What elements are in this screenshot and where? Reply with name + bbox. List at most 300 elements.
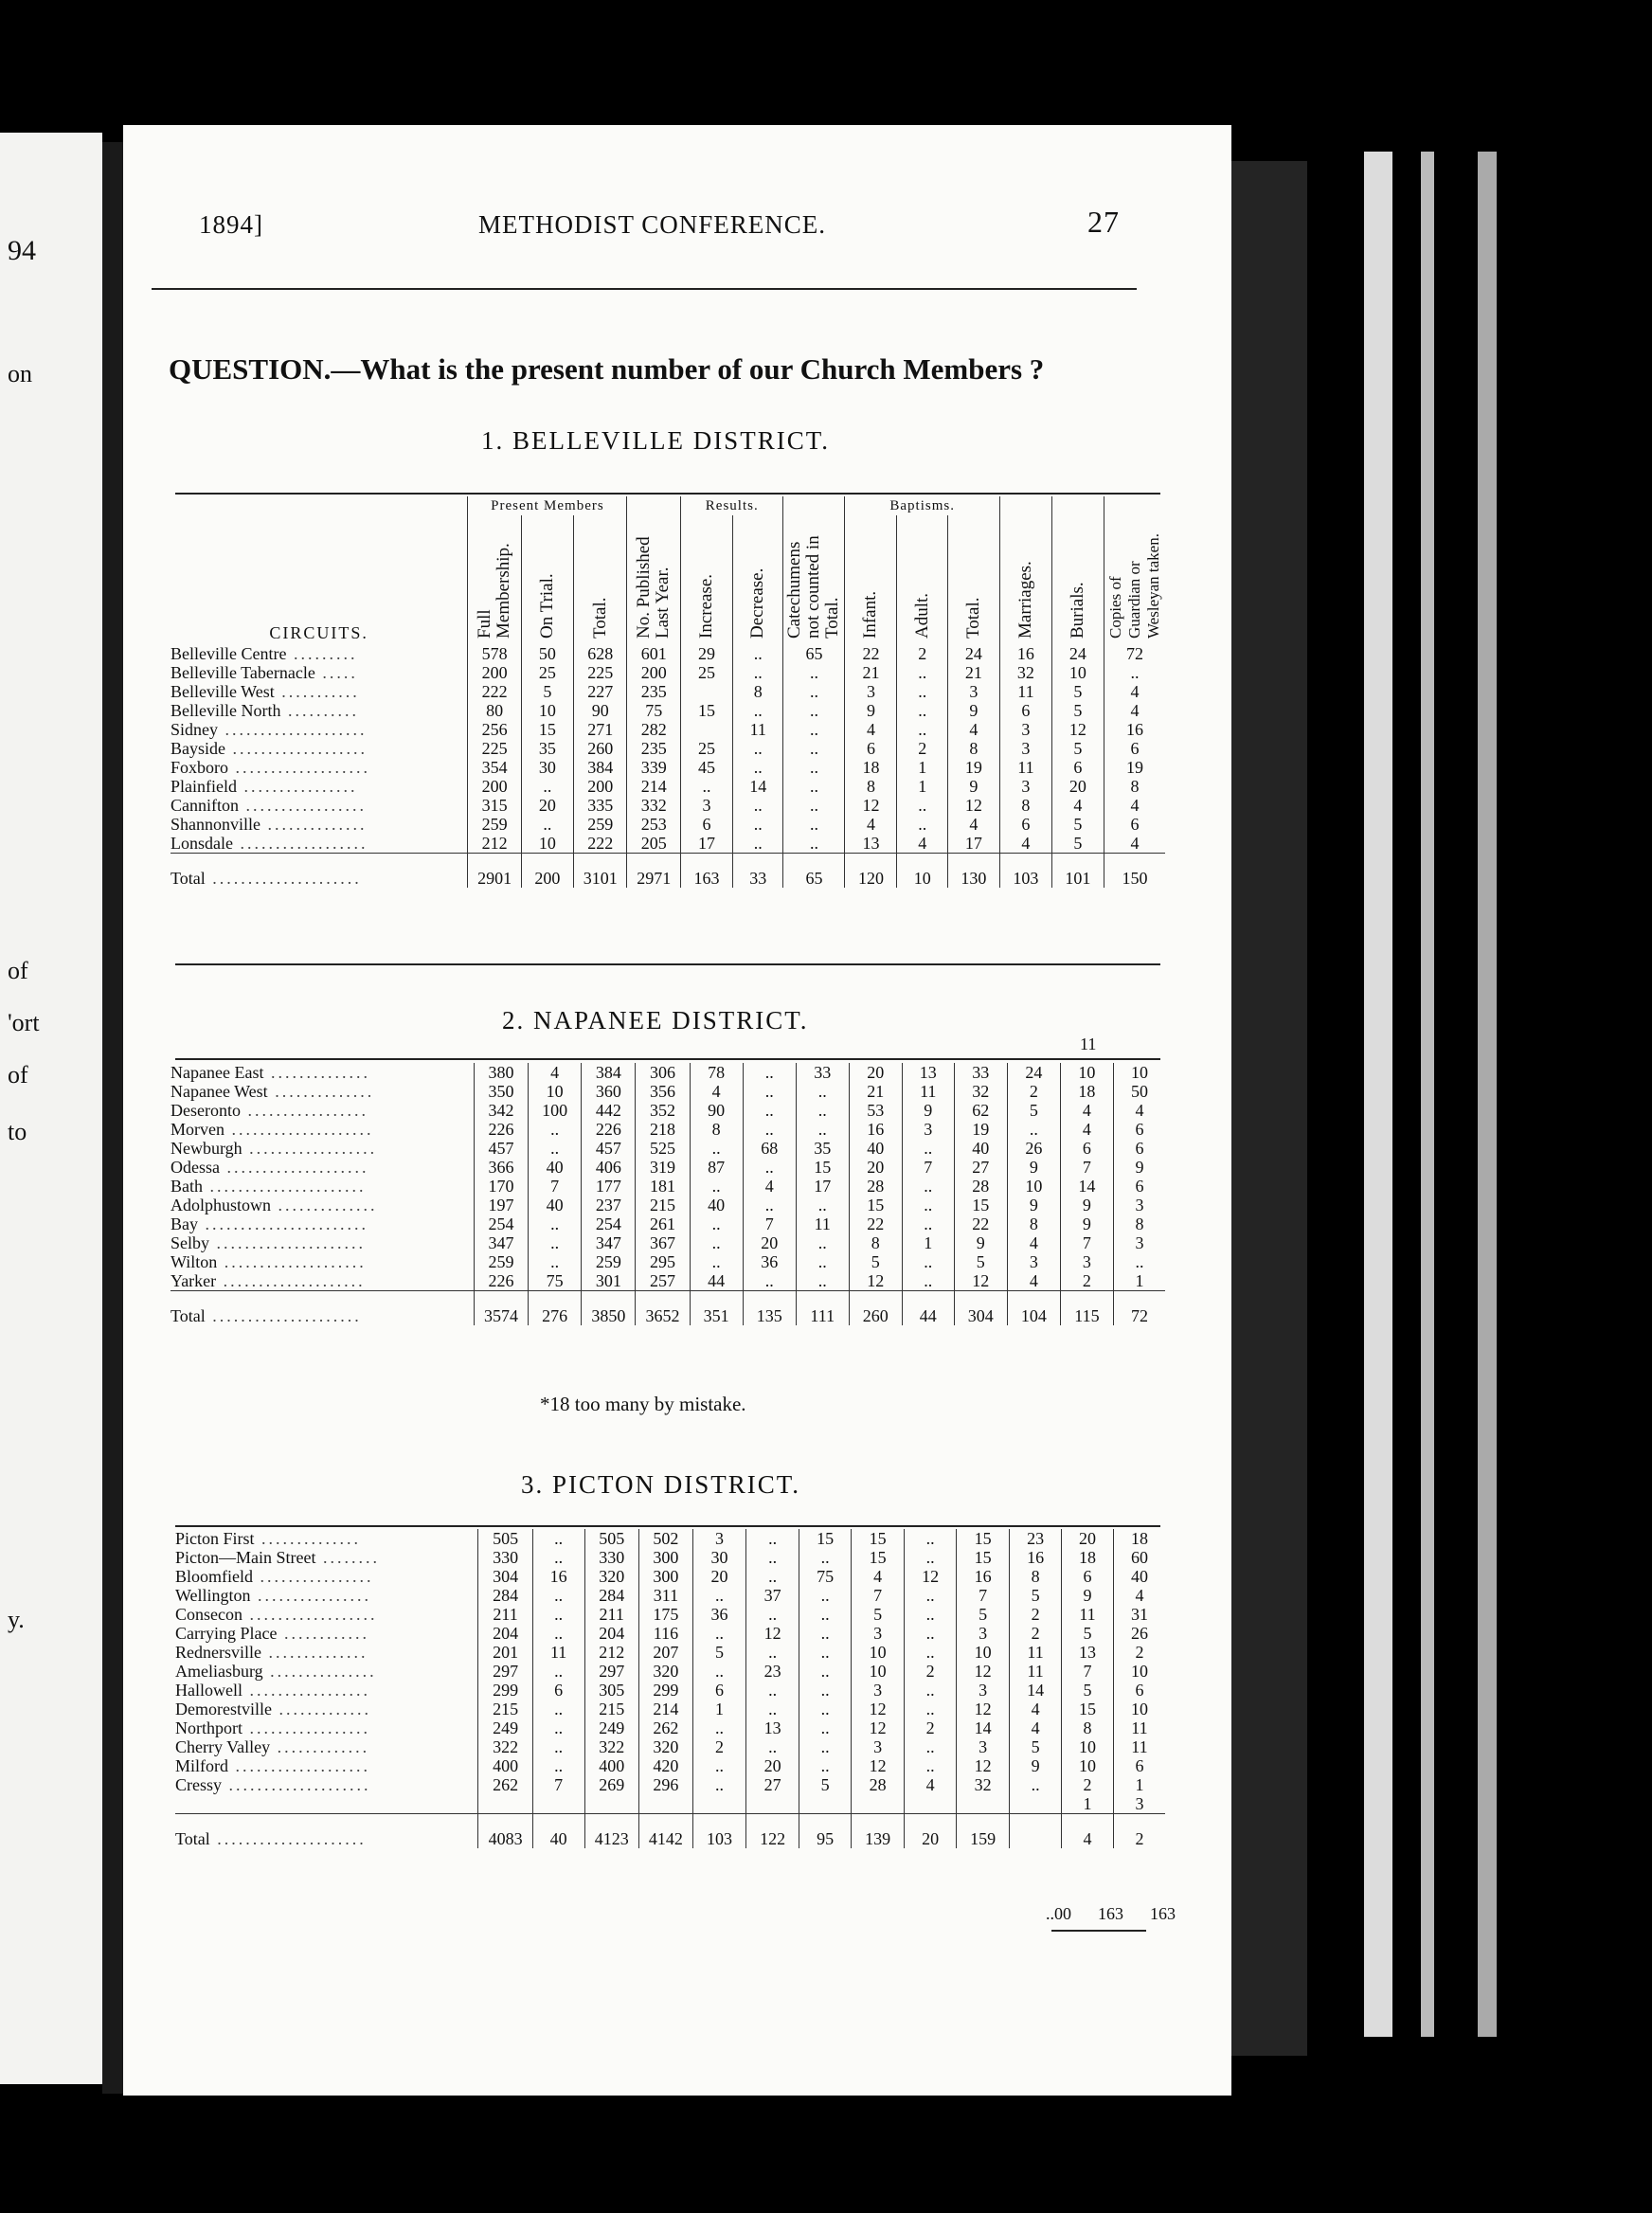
circuit-name: Total .....................	[171, 854, 468, 889]
cell-no-published-last-year: 257	[636, 1271, 690, 1291]
cell-total: 237	[582, 1196, 636, 1214]
cell-catechumens-not-counted-in-total: ..	[783, 834, 845, 854]
cell-catechumens-not-counted-in-total: ..	[783, 682, 845, 701]
circuit-name: Plainfield ................	[171, 777, 358, 796]
district-table-belleville	[171, 496, 1165, 888]
cell-decrease: 27	[746, 1775, 799, 1794]
cell-no-published-last-year: 200	[627, 663, 681, 682]
cell-burials: 20	[1062, 1529, 1114, 1548]
cell-full-membership: 342	[474, 1101, 528, 1120]
cell-total: 19	[954, 1120, 1007, 1139]
cell-burials: 3	[1060, 1252, 1113, 1271]
cell-copies-of-guardian-or-wesleyan-taken: 10	[1113, 1662, 1165, 1681]
cell-adult: ..	[902, 1214, 954, 1233]
cell-no-published-last-year: 116	[638, 1624, 692, 1643]
cell-infant: 9	[845, 701, 897, 720]
cell-on-trial: 7	[532, 1775, 584, 1794]
cell-total: 3	[957, 1681, 1010, 1700]
cell-decrease: 7	[743, 1214, 796, 1233]
cell-full-membership: 330	[478, 1548, 532, 1567]
circuit-name: Consecon ..................	[175, 1605, 378, 1624]
cell-adult: 7	[902, 1158, 954, 1177]
cell-total: 628	[573, 644, 627, 663]
cell-on-trial: ..	[532, 1548, 584, 1567]
cell-infant: 21	[849, 1082, 902, 1101]
table-top-rule-3	[175, 1525, 1160, 1527]
cell-full-membership	[478, 1794, 532, 1814]
cell-decrease: ..	[733, 701, 783, 720]
cell-on-trial: 5	[521, 682, 573, 701]
cell-catechumens-not-counted-in-total: ..	[783, 796, 845, 815]
cell-no-published-last-year: 320	[638, 1662, 692, 1681]
table-row	[175, 1737, 1165, 1756]
circuit-name: Selby .....................	[171, 1233, 367, 1252]
cell-decrease: ..	[746, 1643, 799, 1662]
circuit-name: Belleville Centre .........	[171, 644, 358, 663]
cell-adult: ..	[905, 1700, 957, 1718]
cell-increase: 20	[693, 1567, 746, 1586]
cell-decrease: 33	[733, 854, 783, 889]
header-year: 1894]	[199, 210, 263, 239]
table-row	[175, 1529, 1165, 1548]
cell-marriages: 3	[999, 777, 1051, 796]
cell-no-published-last-year: 525	[636, 1139, 690, 1158]
cell-no-published-last-year: 205	[627, 834, 681, 854]
cell-no-published-last-year: 3652	[636, 1291, 690, 1326]
cell-on-trial: 75	[529, 1271, 582, 1291]
cell-infant: 10	[852, 1662, 905, 1681]
cell-total: 10	[957, 1643, 1010, 1662]
cell-increase: 25	[681, 663, 733, 682]
table-row	[171, 1233, 1165, 1252]
cell-decrease: ..	[743, 1196, 796, 1214]
cell-full-membership: 249	[478, 1718, 532, 1737]
cell-marriages: 5	[1007, 1101, 1060, 1120]
question-heading: QUESTION.—What is the present number of our Church Members ?	[169, 352, 1045, 386]
cell-no-published-last-year: 311	[638, 1586, 692, 1605]
cell-on-trial: ..	[529, 1233, 582, 1252]
left-margin-text-2: of	[8, 957, 28, 984]
cell-catechumens-not-counted-in-total: ..	[799, 1586, 852, 1605]
col-increase: Increase.	[681, 515, 733, 644]
table-row	[175, 1567, 1165, 1586]
cell-infant: 12	[849, 1271, 902, 1291]
circuit-name: Foxboro ...................	[171, 758, 371, 777]
cell-total: 159	[957, 1814, 1010, 1849]
table-row	[171, 834, 1165, 854]
cell-infant: 4	[852, 1567, 905, 1586]
cell-total: 40	[954, 1139, 1007, 1158]
cell-adult: 12	[905, 1567, 957, 1586]
cell-adult: 1	[897, 777, 947, 796]
cell-burials: 10	[1051, 663, 1104, 682]
circuit-name: Belleville West ...........	[171, 682, 360, 701]
cell-total: 19	[947, 758, 999, 777]
cell-increase: 163	[681, 854, 733, 889]
cell-burials: 101	[1051, 854, 1104, 889]
cell-copies-of-guardian-or-wesleyan-taken: 4	[1104, 796, 1165, 815]
cell-burials: 5	[1051, 701, 1104, 720]
cell-catechumens-not-counted-in-total: ..	[783, 758, 845, 777]
cell-catechumens-not-counted-in-total: ..	[799, 1681, 852, 1700]
cell-total: 15	[957, 1529, 1010, 1548]
cell-infant: 28	[852, 1775, 905, 1794]
cell-decrease: ..	[733, 758, 783, 777]
district-table-picton	[175, 1529, 1165, 1848]
cell-total: 7	[957, 1586, 1010, 1605]
cell-adult: ..	[897, 663, 947, 682]
cell-adult: ..	[897, 701, 947, 720]
cell-on-trial: ..	[532, 1718, 584, 1737]
cell-increase: ..	[693, 1718, 746, 1737]
cell-burials: 4	[1051, 796, 1104, 815]
cell-full-membership: 204	[478, 1624, 532, 1643]
circuit-name: Newburgh ..................	[171, 1139, 378, 1158]
cell-no-published-last-year: 295	[636, 1252, 690, 1271]
cell-no-published-last-year: 300	[638, 1567, 692, 1586]
cell-on-trial: ..	[532, 1756, 584, 1775]
cell-no-published-last-year: 367	[636, 1233, 690, 1252]
cell-marriages: 14	[1010, 1681, 1062, 1700]
circuit-name: Napanee East ..............	[171, 1063, 370, 1082]
cell-copies-of-guardian-or-wesleyan-taken: 3	[1113, 1233, 1165, 1252]
circuit-name: Hallowell .................	[175, 1681, 370, 1700]
cell-decrease: 36	[743, 1252, 796, 1271]
cell-catechumens-not-counted-in-total: 15	[799, 1529, 852, 1548]
cell-adult: 4	[905, 1775, 957, 1794]
table-row	[175, 1586, 1165, 1605]
cell-burials: 5	[1051, 834, 1104, 854]
cell-on-trial: 20	[521, 796, 573, 815]
circuit-name: Total .....................	[175, 1814, 478, 1849]
cell-total: 384	[582, 1063, 636, 1082]
cell-increase: ..	[690, 1233, 743, 1252]
circuit-name: Rednersville ..............	[175, 1643, 368, 1662]
col-on-trial: On Trial.	[521, 515, 573, 644]
cell-total: 301	[582, 1271, 636, 1291]
cell-total: 32	[957, 1775, 1010, 1794]
cell-total: 62	[954, 1101, 1007, 1120]
table-row	[171, 796, 1165, 815]
cell-copies-of-guardian-or-wesleyan-taken: 6	[1113, 1120, 1165, 1139]
cell-catechumens-not-counted-in-total: ..	[783, 720, 845, 739]
cell-full-membership: 366	[474, 1158, 528, 1177]
cell-copies-of-guardian-or-wesleyan-taken: 3	[1113, 1196, 1165, 1214]
table-row	[175, 1662, 1165, 1681]
page-edge-strip-1	[1364, 152, 1392, 2037]
cell-catechumens-not-counted-in-total: ..	[799, 1548, 852, 1567]
cell-adult: 1	[897, 758, 947, 777]
cell-total: 177	[582, 1177, 636, 1196]
cell-no-published-last-year: 175	[638, 1605, 692, 1624]
cell-infant: 20	[849, 1063, 902, 1082]
cell-no-published-last-year: 253	[627, 815, 681, 834]
cell-on-trial: ..	[529, 1120, 582, 1139]
cell-decrease: ..	[733, 663, 783, 682]
cell-catechumens-not-counted-in-total: 65	[783, 854, 845, 889]
cell-burials: 15	[1062, 1700, 1114, 1718]
cell-infant: 18	[845, 758, 897, 777]
cell-total: 406	[582, 1158, 636, 1177]
cell-on-trial: 35	[521, 739, 573, 758]
cell-marriages: 16	[999, 644, 1051, 663]
cell-marriages	[1010, 1814, 1062, 1849]
cell-catechumens-not-counted-in-total: ..	[796, 1271, 849, 1291]
cell-on-trial: 4	[529, 1063, 582, 1082]
cell-infant: 53	[849, 1101, 902, 1120]
cell-copies-of-guardian-or-wesleyan-taken: 2	[1113, 1643, 1165, 1662]
cell-marriages: 9	[1007, 1196, 1060, 1214]
cell-adult: ..	[897, 720, 947, 739]
circuit-name: Lonsdale ..................	[171, 834, 368, 853]
cell-no-published-last-year: 320	[638, 1737, 692, 1756]
cell-total: 269	[584, 1775, 638, 1794]
cell-total: 4123	[584, 1814, 638, 1849]
cell-total: 254	[582, 1214, 636, 1233]
cell-total: 3101	[573, 854, 627, 889]
cell-total: 284	[584, 1586, 638, 1605]
cell-adult: ..	[905, 1529, 957, 1548]
district-title-3: 3. PICTON DISTRICT.	[521, 1470, 801, 1499]
district-table-napanee	[171, 1063, 1165, 1325]
circuit-name: Morven ....................	[171, 1120, 374, 1139]
cell-total: 5	[954, 1252, 1007, 1271]
cell-on-trial: 6	[532, 1681, 584, 1700]
cell-on-trial: ..	[532, 1529, 584, 1548]
cell-no-published-last-year: 601	[627, 644, 681, 663]
cell-increase: 3	[681, 796, 733, 815]
cell-decrease	[746, 1794, 799, 1814]
table-row	[171, 1158, 1165, 1177]
circuit-name: Demorestville .............	[175, 1700, 371, 1718]
cell-catechumens-not-counted-in-total: ..	[799, 1756, 852, 1775]
header-page-number: 27	[1087, 205, 1120, 239]
cell-infant: 12	[845, 796, 897, 815]
cell-increase: 36	[693, 1605, 746, 1624]
cell-copies-of-guardian-or-wesleyan-taken: 2	[1113, 1814, 1165, 1849]
cell-copies-of-guardian-or-wesleyan-taken: 4	[1113, 1586, 1165, 1605]
cell-decrease: ..	[746, 1529, 799, 1548]
cell-total: 16	[957, 1567, 1010, 1586]
circuit-name: Deseronto .................	[171, 1101, 368, 1120]
cell-infant	[852, 1794, 905, 1814]
cell-no-published-last-year: 4142	[638, 1814, 692, 1849]
cell-infant: 3	[852, 1624, 905, 1643]
book-gutter	[102, 142, 123, 2094]
cell-decrease: ..	[743, 1101, 796, 1120]
cell-copies-of-guardian-or-wesleyan-taken: 8	[1104, 777, 1165, 796]
cell-catechumens-not-counted-in-total: ..	[783, 777, 845, 796]
table-top-rule-2	[175, 1058, 1160, 1060]
cell-increase: ..	[690, 1177, 743, 1196]
col-decrease: Decrease.	[733, 515, 783, 644]
total-row	[175, 1814, 1165, 1849]
cell-adult: ..	[905, 1586, 957, 1605]
cell-total: 222	[573, 834, 627, 854]
cell-copies-of-guardian-or-wesleyan-taken: 40	[1113, 1567, 1165, 1586]
cell-infant: 3	[845, 682, 897, 701]
cell-marriages: 11	[1010, 1662, 1062, 1681]
cell-full-membership: 299	[478, 1681, 532, 1700]
cell-on-trial: ..	[532, 1605, 584, 1624]
cell-marriages: 103	[999, 854, 1051, 889]
table-row	[171, 1252, 1165, 1271]
cell-total: 335	[573, 796, 627, 815]
cell-marriages: 11	[1010, 1643, 1062, 1662]
cell-total: 400	[584, 1756, 638, 1775]
cell-total: 24	[947, 644, 999, 663]
cell-marriages: 5	[1010, 1737, 1062, 1756]
cell-full-membership: 284	[478, 1586, 532, 1605]
cell-no-published-last-year: 356	[636, 1082, 690, 1101]
cell-full-membership: 354	[468, 758, 522, 777]
cell-adult: ..	[897, 815, 947, 834]
cell-burials: 6	[1062, 1567, 1114, 1586]
cell-adult: ..	[902, 1271, 954, 1291]
cell-marriages: 6	[999, 815, 1051, 834]
cell-on-trial: 16	[532, 1567, 584, 1586]
cell-copies-of-guardian-or-wesleyan-taken: 6	[1113, 1756, 1165, 1775]
cell-decrease: ..	[733, 796, 783, 815]
cell-increase: 15	[681, 701, 733, 720]
cell-no-published-last-year: 218	[636, 1120, 690, 1139]
table-row	[171, 1177, 1165, 1196]
cell-total: 15	[954, 1196, 1007, 1214]
cell-total: 22	[954, 1214, 1007, 1233]
cell-full-membership: 197	[474, 1196, 528, 1214]
cell-catechumens-not-counted-in-total: ..	[799, 1605, 852, 1624]
cell-copies-of-guardian-or-wesleyan-taken: 31	[1113, 1605, 1165, 1624]
cell-total: 14	[957, 1718, 1010, 1737]
cell-burials: 13	[1062, 1643, 1114, 1662]
cell-full-membership: 254	[474, 1214, 528, 1233]
cell-decrease: ..	[733, 739, 783, 758]
cell-adult: ..	[905, 1756, 957, 1775]
table-row	[171, 663, 1165, 682]
cell-infant: 40	[849, 1139, 902, 1158]
cell-increase: 44	[690, 1271, 743, 1291]
cell-copies-of-guardian-or-wesleyan-taken: 4	[1113, 1101, 1165, 1120]
cell-catechumens-not-counted-in-total: ..	[796, 1120, 849, 1139]
cell-decrease: ..	[743, 1063, 796, 1082]
cell-on-trial: ..	[532, 1586, 584, 1605]
cell-adult: 10	[897, 854, 947, 889]
cell-catechumens-not-counted-in-total: 35	[796, 1139, 849, 1158]
cell-increase: ..	[690, 1214, 743, 1233]
cell-burials: 5	[1051, 682, 1104, 701]
cell-adult: 9	[902, 1101, 954, 1120]
circuit-name: Bay .......................	[171, 1214, 368, 1233]
cell-total: 305	[584, 1681, 638, 1700]
cell-no-published-last-year: 2971	[627, 854, 681, 889]
cell-adult: ..	[905, 1624, 957, 1643]
cell-full-membership: 347	[474, 1233, 528, 1252]
cell-no-published-last-year: 300	[638, 1548, 692, 1567]
cell-adult: ..	[905, 1737, 957, 1756]
cell-adult: ..	[905, 1681, 957, 1700]
cell-on-trial: 15	[521, 720, 573, 739]
cell-catechumens-not-counted-in-total: ..	[783, 701, 845, 720]
cell-increase: ..	[690, 1139, 743, 1158]
cell-full-membership: 212	[468, 834, 522, 854]
cell-infant: 12	[852, 1700, 905, 1718]
cell-decrease: ..	[746, 1548, 799, 1567]
cell-burials: 7	[1060, 1233, 1113, 1252]
table-row	[171, 739, 1165, 758]
cell-marriages: 24	[1007, 1063, 1060, 1082]
cell-infant: 8	[849, 1233, 902, 1252]
cell-total: 3	[957, 1624, 1010, 1643]
district-title-2: 2. NAPANEE DISTRICT.	[502, 1006, 809, 1035]
table-row	[175, 1756, 1165, 1775]
cell-marriages: 2	[1007, 1082, 1060, 1101]
table-row	[171, 1139, 1165, 1158]
cell-increase: 351	[690, 1291, 743, 1326]
cell-marriages: 8	[1007, 1214, 1060, 1233]
cell-total: 4	[947, 720, 999, 739]
cell-increase: 78	[690, 1063, 743, 1082]
cell-total: 3850	[582, 1291, 636, 1326]
left-margin-text-5: to	[8, 1118, 27, 1145]
cell-on-trial: 40	[532, 1814, 584, 1849]
cell-full-membership: 226	[474, 1120, 528, 1139]
cell-adult: ..	[905, 1643, 957, 1662]
cell-on-trial: 7	[529, 1177, 582, 1196]
cell-copies-of-guardian-or-wesleyan-taken: 18	[1113, 1529, 1165, 1548]
cell-marriages: 104	[1007, 1291, 1060, 1326]
cell-increase: ..	[693, 1624, 746, 1643]
cell-decrease: 8	[733, 682, 783, 701]
cell-decrease: 4	[743, 1177, 796, 1196]
cell-increase: ..	[693, 1586, 746, 1605]
table-row	[171, 701, 1165, 720]
cell-burials: 24	[1051, 644, 1104, 663]
cell-marriages: 10	[1007, 1177, 1060, 1196]
cell-marriages: 3	[999, 739, 1051, 758]
cell-no-published-last-year: 299	[638, 1681, 692, 1700]
cell-increase	[681, 682, 733, 701]
cell-burials: 10	[1060, 1063, 1113, 1082]
cell-copies-of-guardian-or-wesleyan-taken: 6	[1113, 1139, 1165, 1158]
left-margin-text-3: 'ort	[8, 1009, 40, 1036]
cell-infant: 5	[852, 1605, 905, 1624]
cell-burials: 6	[1051, 758, 1104, 777]
cell-no-published-last-year: 282	[627, 720, 681, 739]
cell-total: 505	[584, 1529, 638, 1548]
cell-copies-of-guardian-or-wesleyan-taken: 11	[1113, 1737, 1165, 1756]
circuit-name: Yarker ....................	[171, 1271, 366, 1290]
cell-marriages: 9	[1007, 1158, 1060, 1177]
cell-copies-of-guardian-or-wesleyan-taken: 72	[1104, 644, 1165, 663]
cell-total: 384	[573, 758, 627, 777]
circuit-name: Bloomfield ................	[175, 1567, 374, 1586]
cell-on-trial: ..	[521, 777, 573, 796]
cell-copies-of-guardian-or-wesleyan-taken: 10	[1113, 1063, 1165, 1082]
cell-full-membership: 222	[468, 682, 522, 701]
cell-total: 360	[582, 1082, 636, 1101]
cell-adult	[905, 1794, 957, 1814]
cell-marriages: 4	[1007, 1233, 1060, 1252]
grand-rule	[1051, 1930, 1146, 1932]
cell-total: 330	[584, 1548, 638, 1567]
cell-increase: 5	[693, 1643, 746, 1662]
cell-on-trial: 276	[529, 1291, 582, 1326]
cell-marriages: 11	[999, 758, 1051, 777]
cell-decrease: 13	[746, 1718, 799, 1737]
napanee-pre-note: 11	[1080, 1035, 1097, 1053]
col-marriages: Marriages.	[999, 496, 1051, 644]
cell-burials: 9	[1060, 1214, 1113, 1233]
